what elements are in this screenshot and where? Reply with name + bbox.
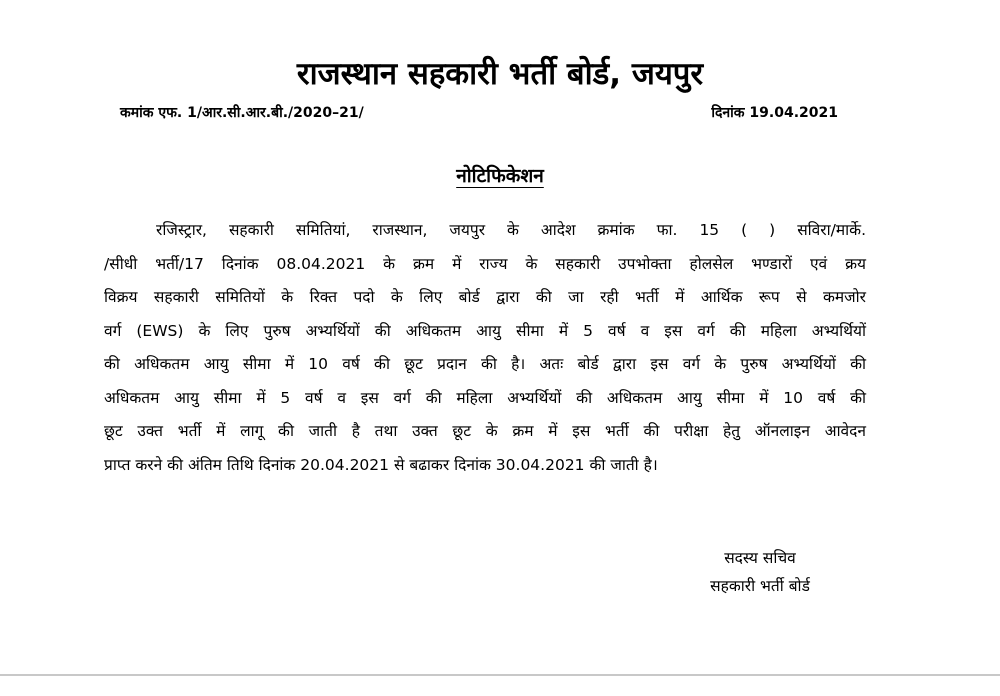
body-line: रजिस्ट्रार, सहकारी समितियां, राजस्थान, जयपुर के आदेश क्रमांक फा. 15 ( ) सविरा/मार्के. [156,221,866,239]
body-line: की अधिकतम आयु सीमा में 10 वर्ष की छूट प्रदान की है। अतः बोर्ड द्वारा इस वर्ग के पुरुष अभ्यर्थियों की [104,355,866,373]
body-line: प्राप्त करने की अंतिम तिथि दिनांक 20.04.2021 से बढाकर दिनांक 30.04.2021 की जाती है। [104,455,658,474]
page-bottom-divider [0,674,1000,676]
notification-heading: नोटिफिकेशन [456,165,544,187]
body-line: अधिकतम आयु सीमा में 5 वर्ष व इस वर्ग की महिला अभ्यर्थियों की अधिकतम आयु सीमा में 10 वर्ष की [104,388,866,407]
document-date: दिनांक 19.04.2021 [711,105,838,121]
signature-designation: सदस्य सचिव [724,549,796,567]
body-line: /सीधी भर्ती/17 दिनांक 08.04.2021 के क्रम में राज्य के सहकारी उपभोक्ता होलसेल भण्डारों एवं क्रय [104,254,866,273]
reference-number: कमांक एफ. 1/आर.सी.आर.बी./2020–21/ [120,105,364,121]
signature-organization: सहकारी भर्ती बोर्ड [710,577,810,595]
body-line: छूट उक्त भर्ती में लागू की जाती है तथा उक्त छूट के क्रम में इस भर्ती की परीक्षा हेतु ऑनलाइन आवेदन [104,422,866,440]
document-title: राजस्थान सहकारी भर्ती बोर्ड, जयपुर [296,56,704,92]
body-line: विक्रय सहकारी समितियों के रिक्त पदो के लिए बोर्ड द्वारा की जा रही भर्ती में आर्थिक रूप से कमजोर [104,288,866,306]
notification-body [104,216,866,484]
signature-block [660,544,860,600]
body-line: वर्ग (EWS) के लिए पुरुष अभ्यर्थियों की अधिकतम आयु सीमा में 5 वर्ष व इस वर्ग की महिला अभ्यर्थियों [104,321,866,340]
